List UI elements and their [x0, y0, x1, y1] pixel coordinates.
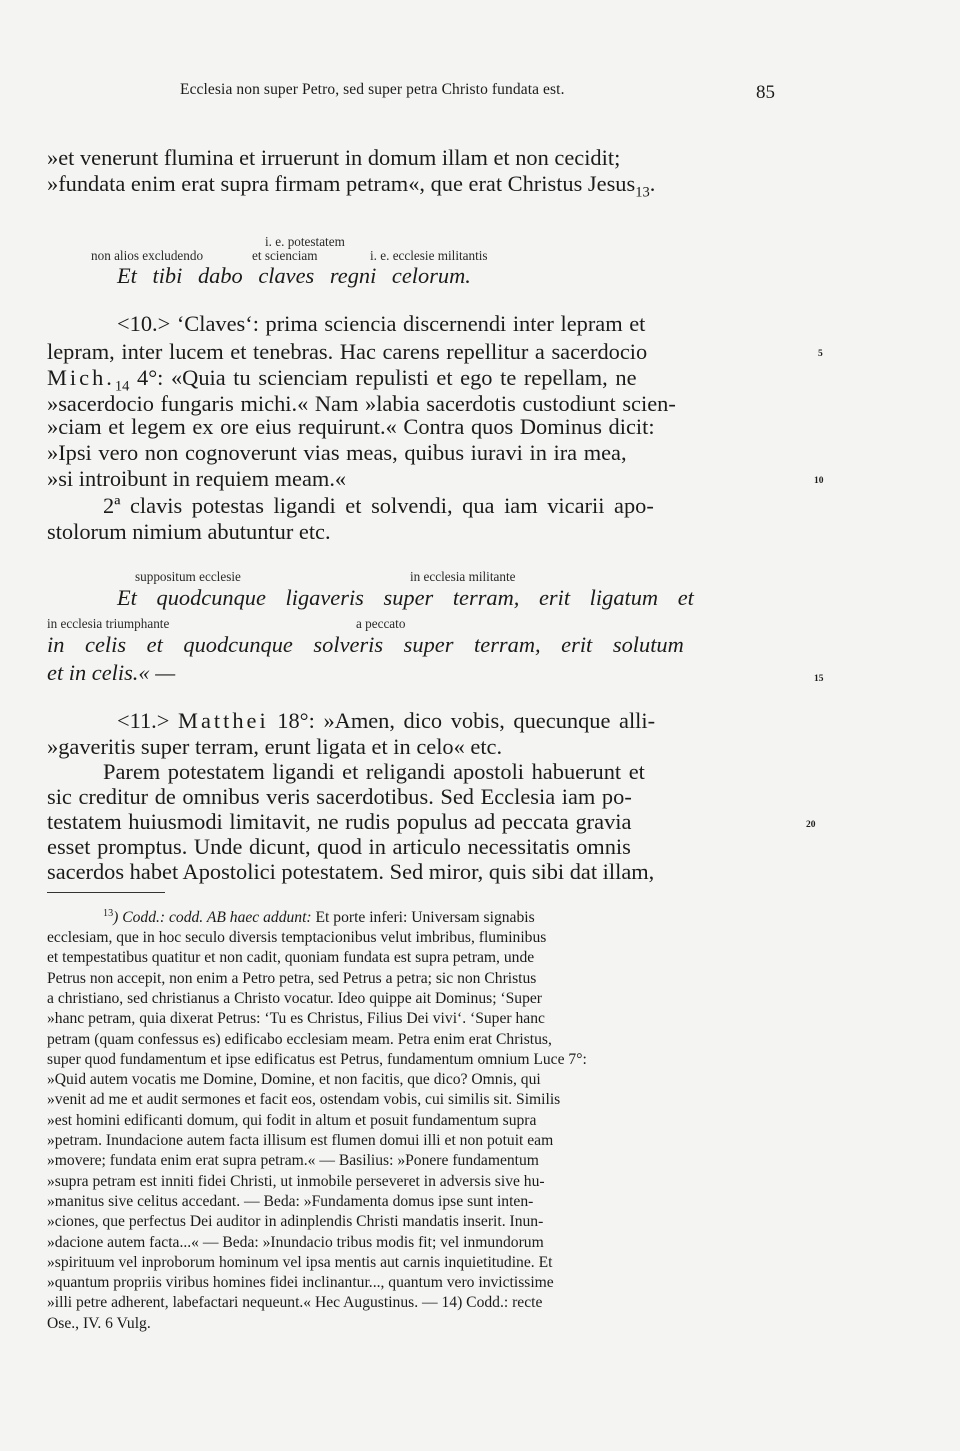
- interlinear-gloss: a peccato: [356, 616, 406, 631]
- text-line: lepram, inter lucem et tenebras. Hac carens repellitur a sacerdocio: [47, 339, 648, 364]
- text-line: stolorum nimium abutuntur etc.: [47, 519, 331, 544]
- footnote-line: »supra petram est inniti fidei Christi, ut inmobile perseveret in adversis sive hu-: [47, 1172, 545, 1190]
- footnote-ref: 13: [635, 184, 650, 201]
- text-line: <10.> ‘Claves‘: prima sciencia discernendi inter lepram et: [117, 311, 646, 336]
- text-line: testatem huiusmodi limitavit, ne rudis populus ad peccata gravia: [47, 809, 632, 834]
- footnote-line: super quod fundamentum et ipse edificatus est Petrus, fundamentum omnium Luce 7°:: [47, 1050, 587, 1068]
- footnote-line: »venit ad me et audit sermones et facit eos, ostendam vobis, cui similis sit. Similis: [47, 1091, 561, 1109]
- footnote-line: »manitus sive celitus accedant. — Beda: »Fundamenta domus ipse sunt inten-: [47, 1192, 534, 1210]
- footnote-line: Ose., IV. 6 Vulg.: [47, 1315, 151, 1332]
- text-line: »si introibunt in requiem meam.«: [47, 466, 347, 491]
- footnote-line: »Quid autem vocatis me Domine, Domine, et non facitis, que dico? Omnis, qui: [47, 1071, 541, 1089]
- footnote-rule: [47, 892, 165, 893]
- interlinear-gloss: i. e. potestatem: [265, 234, 345, 249]
- footnote-line: »movere; fundata enim erat supra petram.« — Basilius: »Ponere fundamentum: [47, 1152, 539, 1170]
- text-line: 2ª clavis potestas ligandi et solvendi, qua iam vicarii apo-: [103, 493, 654, 518]
- text-line: sacerdos habet Apostolici potestatem. Sed miror, quis sibi dat illam,: [47, 859, 655, 884]
- text-line: »et venerunt flumina et irruerunt in domum illam et non cecidit;: [47, 145, 621, 170]
- text-line: Parem potestatem ligandi et religandi apostoli habuerunt et: [103, 759, 645, 784]
- text-line: sic creditur de omnibus veris sacerdotibus. Sed Ecclesia iam po-: [47, 784, 632, 809]
- footnote-line: a christiano, sed christianus a Christo vocatur. Ideo quippe ait Dominus; ‘Super: [47, 989, 543, 1007]
- footnote-line: $^{13}$) Codd.: codd. AB haec addunt: Et porte inferi: Universam signabis: [103, 907, 535, 926]
- footnote-line: petram (quam confessus es) edificabo ecclesiam meam. Petra enim erat Christus,: [47, 1030, 552, 1048]
- text-line: esset promptus. Unde dicunt, quod in articulo necessitatis omnis: [47, 834, 631, 859]
- text-line: $Mich._{14}$ 4°: «Quia tu scienciam repulisti et ego te repellam, ne: [47, 365, 637, 395]
- footnote-line: Petrus non accepit, non enim a Petro petra, sed Petrus a petra; sic non Christus: [47, 969, 537, 987]
- footnote-line: »spirituum vel inproborum hominum vel ipsa mentis aut carnis inquietitudine. Et: [47, 1253, 553, 1271]
- interlinear-gloss: suppositum ecclesie: [135, 569, 241, 584]
- text-line: »gaveritis super terram, erunt ligata et in celo« etc.: [47, 734, 503, 759]
- footnote-line: »hanc petram, quia dixerat Petrus: ‘Tu es Christus, Filius Dei vivi‘. ‘Super hanc: [47, 1010, 545, 1028]
- interlinear-gloss: et scienciam: [252, 248, 318, 263]
- text-line: <11.> Matthei 18°: »Amen, dico vobis, quecunque alli-: [117, 708, 656, 733]
- line-number: 10: [814, 476, 824, 486]
- footnote-line: »est homini edificanti domum, qui fodit in altum et posuit fundamentum supra: [47, 1111, 537, 1129]
- footnote-line: »quantum propriis viribus homines fidei inclinantur..., quantum vero invictissime: [47, 1274, 554, 1292]
- text-line: »Ipsi vero non cognoverunt vias meas, quibus iuravi in ira mea,: [47, 440, 627, 465]
- verse-line: et in celis.« —: [47, 660, 176, 685]
- text-line: »sacerdocio fungaris michi.« Nam »labia sacerdotis custodiunt scien-: [47, 391, 676, 416]
- footnote-line: ecclesiam, que in hoc seculo diversis temptacionibus velut imbribus, fluminibus: [47, 929, 547, 946]
- line-number: 15: [814, 674, 824, 684]
- interlinear-gloss: i. e. ecclesie militantis: [370, 248, 488, 263]
- running-title: Ecclesia non super Petro, sed super petra Christo fundata est.: [180, 81, 565, 98]
- page-number: 85: [756, 82, 775, 103]
- text-line: »fundata enim erat supra firmam petram«, que erat Christus Jesus$_{13}$.: [47, 171, 656, 201]
- verse-line: in celis et quodcunque solveris super terram, erit solutum: [47, 632, 684, 657]
- verse-line: Et tibi dabo claves regni celorum.: [117, 263, 471, 288]
- line-number: 5: [818, 349, 823, 359]
- verse-line: Et quodcunque ligaveris super terram, erit ligatum et: [117, 585, 694, 610]
- footnote-line: »illi petre adherent, labefactari nequeunt.« Hec Augustinus. — 14) Codd.: recte: [47, 1294, 543, 1312]
- interlinear-gloss: non alios excludendo: [91, 248, 204, 263]
- footnote-line: »ciones, que perfectus Dei auditor in adinplendis Christi mandatis inserit. Inun-: [47, 1213, 544, 1231]
- line-number: 20: [806, 820, 816, 830]
- footnote-line: »petram. Inundacione autem facta illisum est flumen domui illi et non potuit eam: [47, 1132, 554, 1149]
- footnote-line: »dacione autem facta...« — Beda: »Inundacio tribus modis fit; vel inmundorum: [47, 1233, 544, 1251]
- footnote-line: et tempestatibus quatitur et non cadit, quoniam fundata est supra petram, unde: [47, 949, 535, 967]
- text-line: »ciam et legem ex ore eius requirunt.« Contra quos Dominus dicit:: [47, 414, 655, 439]
- interlinear-gloss: in ecclesia triumphante: [47, 616, 170, 631]
- interlinear-gloss: in ecclesia militante: [410, 569, 516, 584]
